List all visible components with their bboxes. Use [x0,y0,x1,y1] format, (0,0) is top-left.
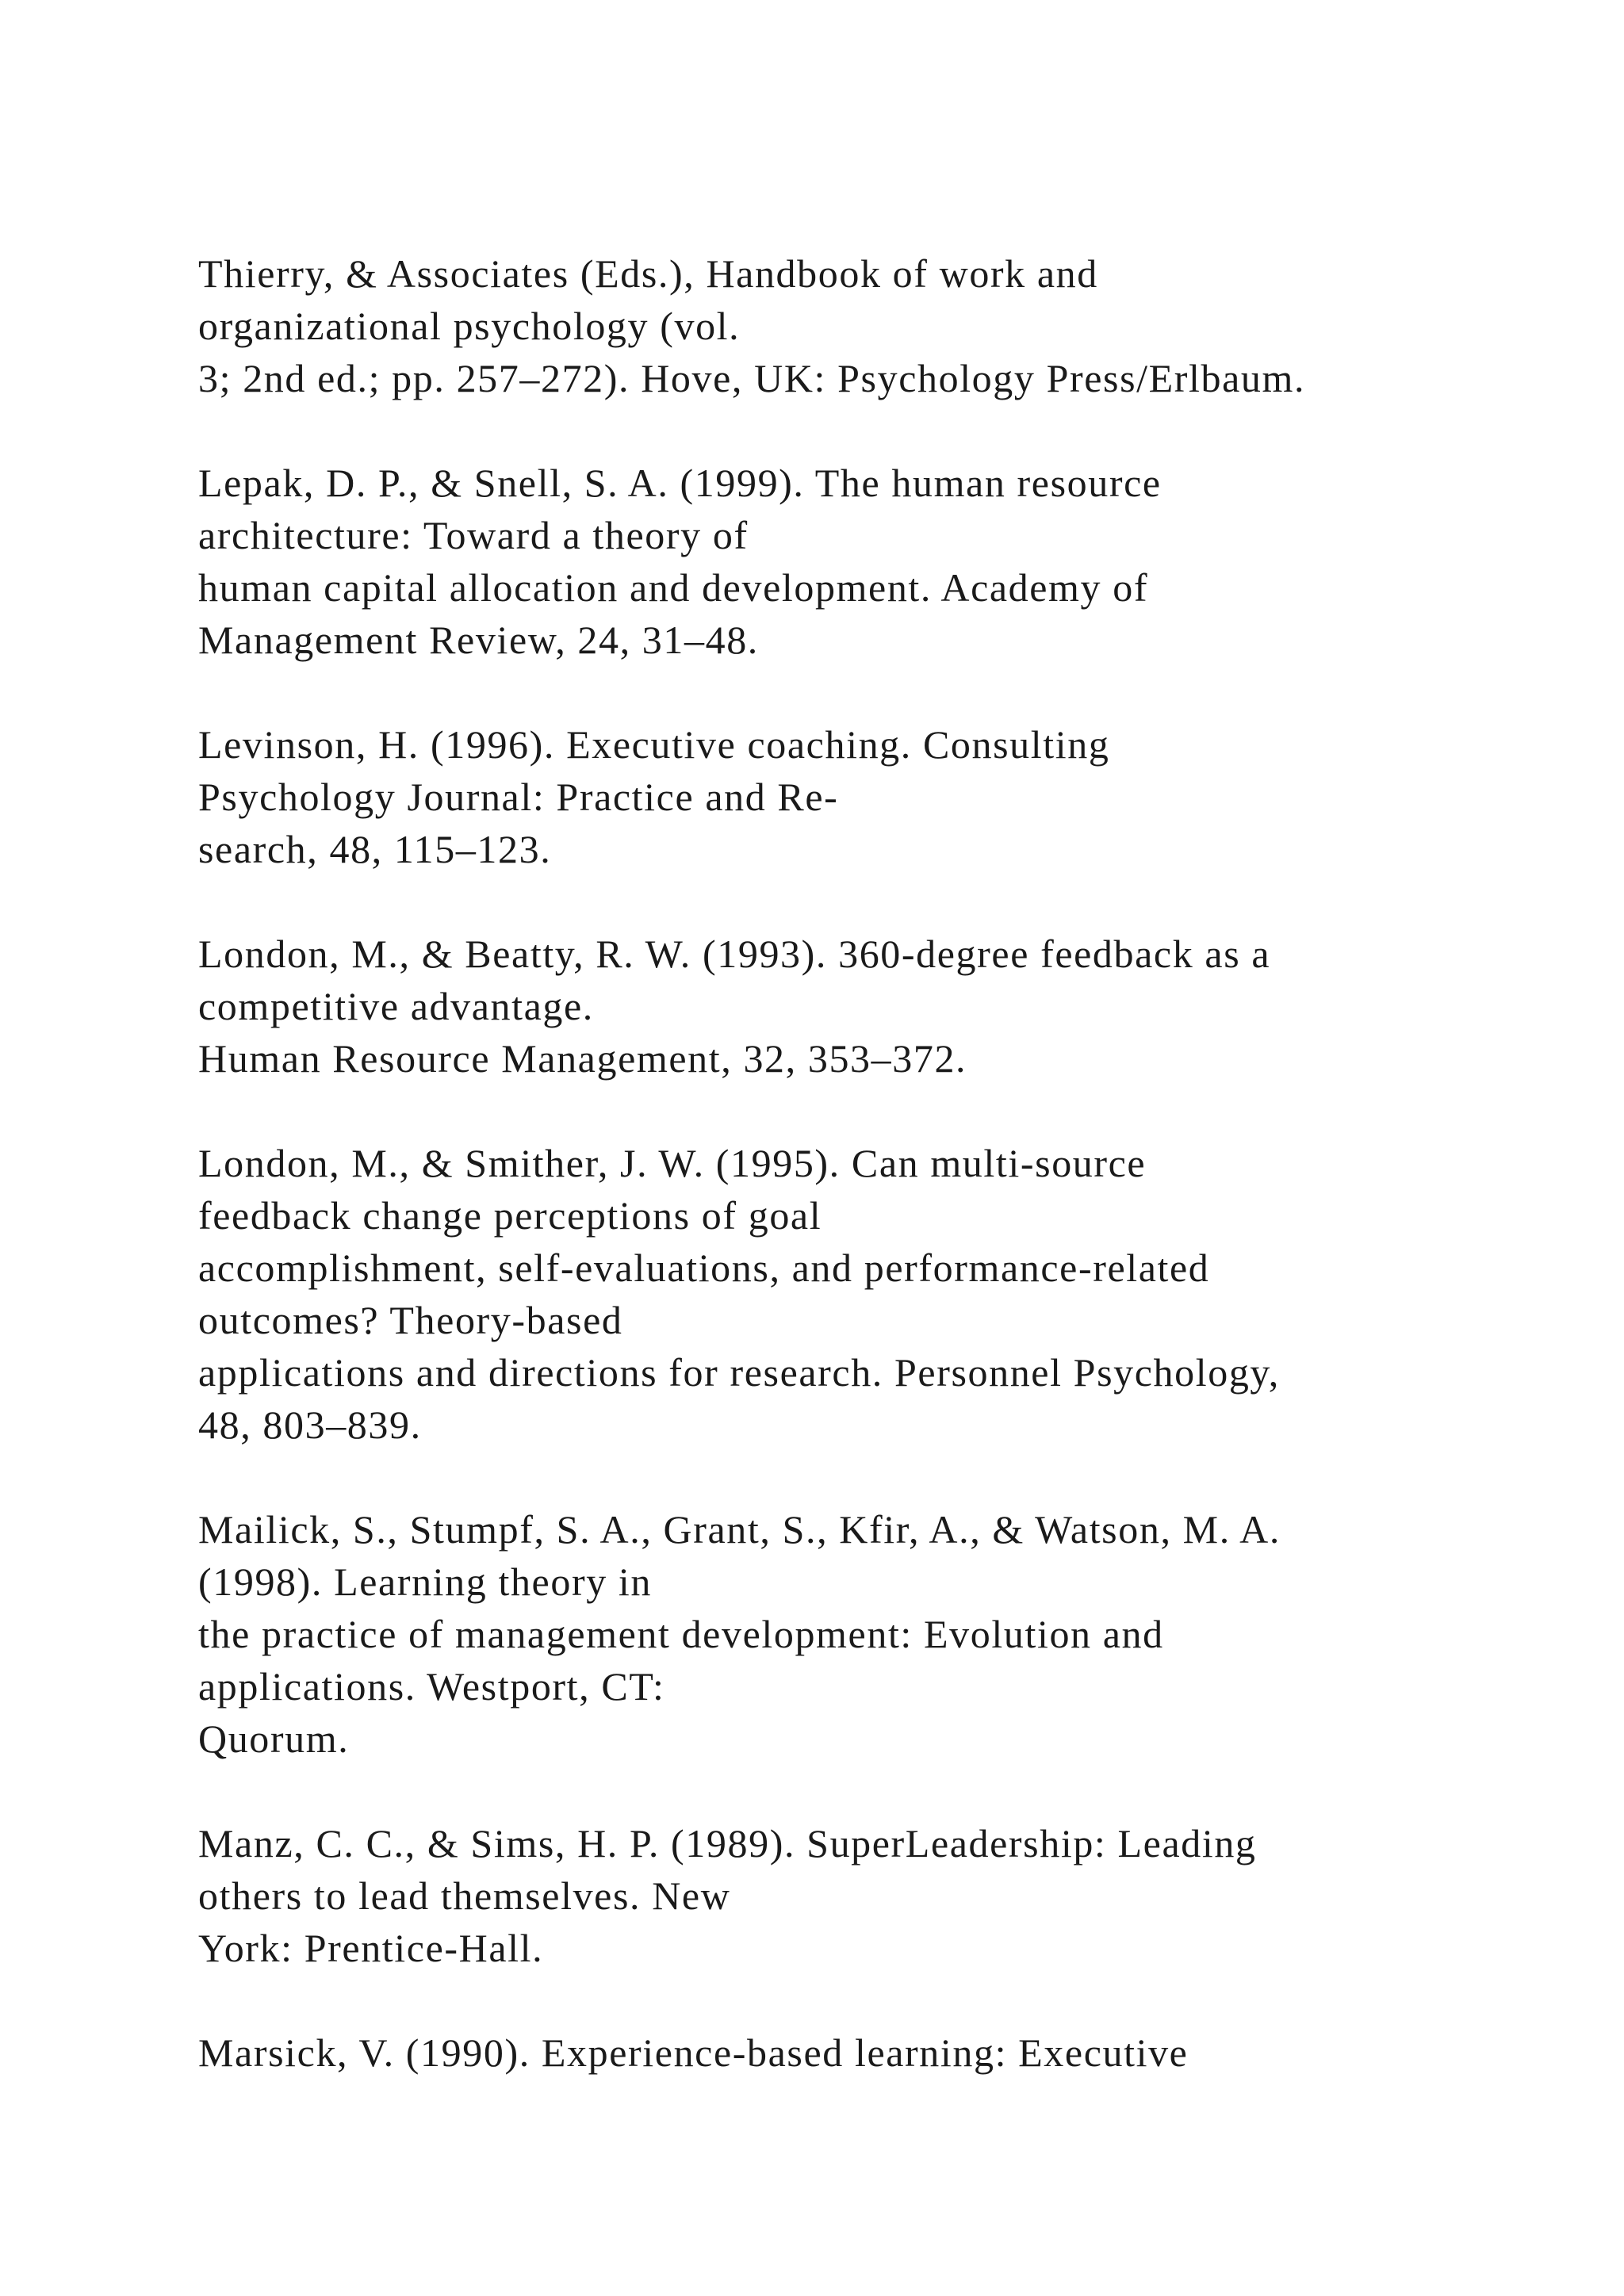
reference-entry-lepak [198,457,1546,666]
reference-entry-marsick [198,2026,1546,2079]
reference-entry-mailick [198,1503,1546,1765]
reference-line: Management Review, 24, 31–48. [198,618,759,662]
reference-line: Mailick, S., Stumpf, S. A., Grant, S., Kfir, A., & Watson, M. A. [198,1507,1281,1552]
reference-list [198,247,1546,2131]
reference-line: 48, 803–839. [198,1402,422,1447]
reference-entry-manz [198,1817,1546,1974]
reference-entry-london-smither [198,1137,1546,1451]
reference-line: applications. Westport, CT: [198,1664,665,1709]
reference-line: others to lead themselves. New [198,1873,731,1918]
reference-line: Psychology Journal: Practice and Re- [198,775,839,819]
reference-line: Manz, C. C., & Sims, H. P. (1989). SuperLeadership: Leading [198,1821,1257,1866]
reference-line: search, 48, 115–123. [198,827,552,871]
reference-line: competitive advantage. [198,984,594,1028]
reference-line: London, M., & Beatty, R. W. (1993). 360-degree feedback as a [198,932,1271,976]
reference-line: Levinson, H. (1996). Executive coaching. Consulting [198,722,1110,767]
reference-line: (1998). Learning theory in [198,1559,652,1604]
reference-entry-london-beatty [198,928,1546,1085]
reference-line: London, M., & Smither, J. W. (1995). Can multi-source [198,1141,1147,1185]
reference-line: Marsick, V. (1990). Experience-based learning: Executive [198,2030,1189,2075]
reference-line: architecture: Toward a theory of [198,513,749,557]
reference-line: Human Resource Management, 32, 353–372. [198,1036,967,1081]
reference-line: York: Prentice-Hall. [198,1926,544,1970]
reference-line: Quorum. [198,1716,350,1761]
reference-line: accomplishment, self-evaluations, and performance-related [198,1246,1210,1290]
reference-line: outcomes? Theory-based [198,1298,623,1342]
reference-line: applications and directions for research. Personnel Psychology, [198,1350,1280,1395]
reference-line: the practice of management development: Evolution and [198,1612,1164,1656]
reference-line: feedback change perceptions of goal [198,1193,822,1238]
reference-line: organizational psychology (vol. [198,304,741,348]
reference-line: Lepak, D. P., & Snell, S. A. (1999). The human resource [198,461,1162,505]
reference-entry-levinson [198,718,1546,875]
reference-line: 3; 2nd ed.; pp. 257–272). Hove, UK: Psychology Press/Erlbaum. [198,356,1306,400]
reference-entry-thierry [198,247,1546,404]
reference-line: human capital allocation and development. Academy of [198,565,1149,610]
reference-line: Thierry, & Associates (Eds.), Handbook of work and [198,251,1098,296]
